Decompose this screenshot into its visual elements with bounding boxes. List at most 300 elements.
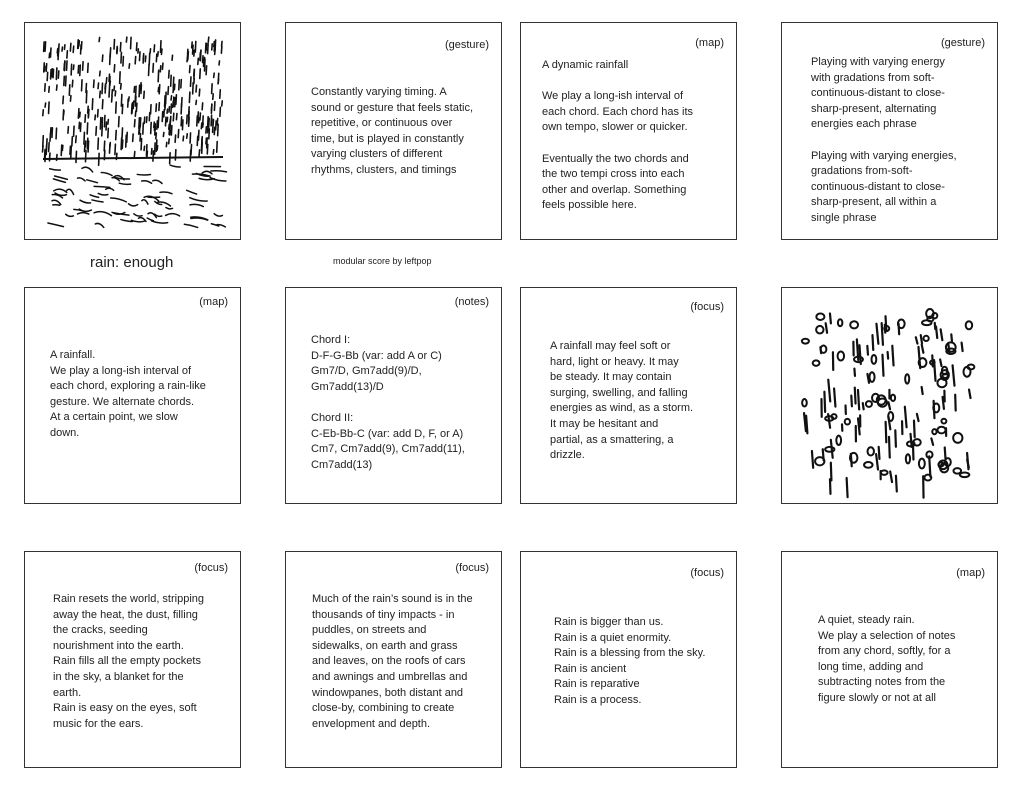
sketch-mark	[868, 447, 874, 455]
sketch-mark	[50, 48, 51, 57]
sketch-mark	[102, 118, 103, 128]
sketch-mark	[160, 192, 172, 194]
sketch-mark	[931, 438, 933, 445]
sketch-mark	[58, 71, 59, 78]
sketch-mark	[110, 81, 111, 85]
sketch-mark	[876, 454, 878, 469]
sketch-mark	[44, 42, 45, 52]
sketch-mark	[888, 402, 890, 409]
sketch-mark	[102, 83, 103, 93]
sketch-mark	[181, 117, 182, 126]
card-tag: (focus)	[455, 562, 489, 574]
sketch-mark	[171, 104, 172, 113]
sketch-mark	[213, 124, 214, 132]
sketch-mark	[94, 186, 110, 187]
sketch-mark	[78, 178, 86, 181]
sketch-mark	[195, 41, 196, 52]
card-gesture-1	[285, 22, 502, 240]
sketch-mark	[888, 412, 893, 421]
sketch-mark	[152, 221, 168, 223]
card-map-1	[520, 22, 737, 240]
sketch-mark	[802, 339, 809, 344]
sketch-mark	[121, 52, 122, 63]
sketch-mark	[960, 473, 969, 478]
sketch-mark	[120, 43, 121, 52]
card-text: Much of the rain’s sound is in the thousands of tiny impacts - in puddles, on streets and sidewalks, on earth and grass and leaves, on the roofs of cars and awnings and umbrellas and windowpanes, both distant and close-by, combining to create envelopment and depth.	[312, 593, 473, 730]
sketch-mark	[183, 136, 184, 141]
sketch-mark	[160, 66, 161, 72]
sketch-mark	[203, 56, 204, 63]
sketch-mark	[80, 65, 81, 75]
sketch-mark	[82, 80, 83, 91]
sketch-mark	[806, 416, 807, 434]
sketch-mark	[71, 147, 72, 159]
sketch-mark	[153, 151, 154, 161]
sketch-mark	[905, 374, 909, 383]
sketch-mark	[222, 41, 223, 46]
card-text: Playing with varying energy with gradations from soft- continuous-distant to close- sharp-present, alternating energies each phrase Playing with varying energies, gradations from-soft- continuous-distant to close- sharp-present, all within a single phrase	[811, 56, 957, 224]
sketch-mark	[171, 75, 172, 86]
sketch-mark	[896, 476, 897, 492]
sketch-mark	[189, 118, 190, 127]
sketch-mark	[156, 104, 157, 112]
sketch-mark	[905, 407, 907, 428]
sketch-mark	[169, 139, 170, 144]
sketch-mark	[914, 421, 915, 437]
image-card-rain-blobs	[781, 287, 998, 504]
sketch-mark	[85, 141, 86, 147]
sketch-mark	[80, 123, 81, 131]
sketch-mark	[169, 124, 170, 129]
sketch-mark	[136, 43, 137, 51]
sketch-mark	[220, 107, 221, 116]
sketch-mark	[147, 218, 153, 221]
sketch-mark	[154, 122, 155, 127]
sketch-mark	[53, 205, 60, 206]
sketch-mark	[66, 76, 67, 86]
sketch-mark	[171, 126, 172, 135]
sketch-mark	[190, 198, 207, 201]
score-credit: modular score by leftpop	[333, 256, 432, 266]
sketch-mark	[187, 190, 197, 194]
sketch-mark	[70, 96, 71, 101]
sketch-mark	[937, 427, 945, 434]
sketch-mark	[119, 183, 130, 184]
card-tag: (map)	[956, 567, 985, 579]
card-focus-1	[520, 287, 737, 504]
sketch-mark	[207, 138, 208, 148]
sketch-mark	[867, 346, 868, 355]
sketch-mark	[147, 151, 148, 157]
sketch-mark	[922, 387, 923, 394]
sketch-mark	[876, 324, 878, 344]
sketch-mark	[117, 46, 118, 52]
sketch-mark	[142, 200, 148, 204]
sketch-mark	[115, 144, 116, 154]
sketch-mark	[864, 462, 872, 468]
sketch-mark	[940, 360, 941, 366]
sketch-mark	[953, 365, 955, 385]
sketch-mark	[917, 414, 919, 421]
sketch-mark	[141, 139, 142, 150]
sketch-mark	[214, 214, 222, 216]
sketch-mark	[121, 94, 122, 106]
sketch-mark	[129, 64, 130, 68]
sketch-mark	[921, 335, 922, 343]
sketch-mark	[215, 49, 216, 55]
sketch-mark	[199, 150, 200, 156]
sketch-mark	[106, 188, 114, 190]
sketch-mark	[131, 37, 132, 48]
sketch-mark	[92, 99, 93, 110]
sketch-mark	[68, 127, 69, 133]
sketch-mark	[166, 142, 167, 146]
sketch-mark	[114, 40, 115, 50]
sketch-mark	[895, 430, 896, 446]
sketch-mark	[948, 344, 949, 353]
sketch-mark	[187, 115, 188, 124]
sketch-mark	[953, 433, 962, 443]
sketch-mark	[100, 71, 101, 76]
sketch-mark	[812, 451, 813, 468]
sketch-mark	[208, 123, 209, 132]
sketch-mark	[134, 87, 135, 93]
sketch-mark	[886, 422, 887, 442]
sketch-mark	[64, 45, 65, 50]
sketch-mark	[56, 128, 57, 139]
sketch-mark	[189, 92, 190, 102]
sketch-mark	[194, 79, 195, 84]
sketch-mark	[858, 390, 859, 409]
sketch-mark	[150, 49, 151, 53]
sketch-mark	[179, 80, 180, 90]
sketch-mark	[200, 69, 201, 78]
sketch-mark	[173, 113, 174, 120]
sketch-mark	[181, 80, 182, 88]
sketch-mark	[74, 126, 75, 136]
sketch-mark	[105, 84, 106, 89]
sketch-mark	[872, 335, 873, 350]
sketch-mark	[116, 102, 117, 113]
sketch-mark	[212, 84, 213, 94]
sketch-mark	[56, 68, 57, 80]
sketch-mark	[162, 63, 163, 69]
sketch-mark	[88, 109, 89, 116]
sketch-mark	[214, 102, 215, 111]
sketch-mark	[79, 41, 80, 46]
sketch-mark	[158, 52, 159, 56]
sketch-mark	[165, 117, 166, 126]
card-text: A rainfall. We play a long-ish interval of each chord, exploring a rain-like gesture. We alternate chords. At a certain point, we slow down.	[50, 349, 206, 439]
sketch-mark	[54, 189, 67, 192]
sketch-mark	[63, 96, 64, 104]
sketch-mark	[136, 103, 137, 111]
sketch-mark	[906, 454, 910, 463]
sketch-mark	[122, 128, 123, 138]
sketch-mark	[133, 134, 134, 141]
sketch-mark	[838, 351, 844, 360]
sketch-mark	[173, 77, 174, 88]
sketch-mark	[205, 43, 206, 53]
sketch-mark	[850, 321, 858, 328]
card-notes	[285, 287, 502, 504]
sketch-mark	[866, 401, 872, 407]
sketch-mark	[178, 130, 179, 138]
sketch-mark	[77, 213, 88, 214]
sketch-mark	[149, 64, 150, 75]
card-focus-3	[285, 551, 502, 768]
sketch-mark	[204, 59, 205, 67]
sketch-mark	[133, 101, 134, 108]
sketch-mark	[110, 54, 111, 65]
sketch-mark	[87, 123, 88, 134]
sketch-mark	[872, 355, 877, 364]
sketch-mark	[821, 346, 827, 353]
sketch-mark	[109, 144, 110, 153]
card-text: A dynamic rainfall We play a long-ish interval of each chord. Each chord has its own tempo, slower or quicker. Eventually the two chords and the two tempi cross into each other and overlap. Something feels possible here.	[542, 59, 694, 212]
sketch-mark	[139, 52, 140, 61]
sketch-mark	[145, 56, 146, 62]
sketch-mark	[924, 336, 929, 341]
sketch-mark	[197, 116, 198, 126]
sketch-mark	[47, 72, 48, 80]
sketch-mark	[102, 100, 103, 109]
sketch-mark	[52, 69, 53, 77]
sketch-mark	[119, 117, 120, 127]
sketch-mark	[831, 440, 833, 458]
sketch-mark	[951, 334, 952, 341]
sketch-mark	[170, 124, 171, 135]
sketch-mark	[187, 134, 188, 138]
sketch-mark	[56, 85, 57, 90]
sketch-mark	[44, 63, 45, 72]
sketch-mark	[851, 396, 852, 407]
sketch-mark	[830, 313, 831, 323]
sketch-mark	[69, 85, 70, 95]
card-map-3	[781, 551, 998, 768]
sketch-mark	[148, 213, 156, 218]
sketch-mark	[62, 47, 63, 51]
sketch-mark	[85, 115, 86, 122]
sketch-mark	[182, 120, 183, 130]
sketch-mark	[158, 70, 159, 82]
sketch-mark	[126, 135, 127, 147]
sketch-mark	[137, 174, 150, 175]
sketch-mark	[61, 145, 62, 155]
sketch-mark	[46, 64, 47, 72]
sketch-mark	[214, 73, 215, 77]
card-text: A quiet, steady rain. We play a selection of notes from any chord, softly, for a long time, adding and subtracting notes from the figure slowly or not at all	[818, 614, 956, 704]
sketch-mark	[941, 419, 946, 424]
sketch-mark	[80, 200, 91, 203]
sketch-mark	[72, 137, 73, 146]
sketch-mark	[67, 51, 68, 58]
sketch-mark	[214, 42, 215, 47]
sketch-mark	[139, 129, 140, 134]
sketch-mark	[120, 72, 121, 83]
sketch-mark	[108, 119, 109, 124]
sketch-mark	[52, 200, 61, 204]
card-text: Rain is bigger than us. Rain is a quiet enormity. Rain is a blessing from the sky. Rain is ancient Rain is reparative Rain is a process.	[554, 616, 706, 706]
sketch-mark	[76, 136, 77, 143]
sketch-mark	[67, 189, 74, 194]
sketch-mark	[167, 109, 168, 113]
sketch-mark	[155, 126, 156, 130]
sketch-mark	[218, 124, 219, 135]
sketch-mark	[136, 86, 137, 98]
sketch-mark	[211, 115, 212, 126]
sketch-mark	[78, 40, 79, 49]
sketch-mark	[104, 141, 105, 151]
sketch-mark	[45, 84, 46, 91]
sketch-mark	[211, 171, 227, 172]
sketch-mark	[67, 61, 68, 70]
sketch-mark	[199, 89, 200, 96]
sketch-mark	[199, 118, 200, 123]
sketch-mark	[206, 66, 207, 75]
sketch-mark	[869, 372, 874, 382]
sketch-mark	[126, 37, 127, 42]
rain-dashes-sketch	[25, 23, 240, 239]
sketch-mark	[212, 44, 213, 50]
sketch-mark	[941, 329, 943, 340]
sketch-mark	[157, 121, 158, 129]
score-title: rain: enough	[90, 254, 174, 271]
sketch-mark	[208, 37, 209, 42]
sketch-mark	[146, 117, 147, 123]
sketch-mark	[45, 42, 46, 51]
sketch-mark	[82, 167, 93, 172]
sketch-mark	[190, 77, 191, 86]
sketch-mark	[193, 45, 194, 54]
sketch-mark	[83, 62, 84, 71]
sketch-mark	[159, 103, 160, 111]
sketch-mark	[88, 141, 89, 152]
sketch-mark	[144, 91, 145, 98]
sketch-mark	[96, 127, 97, 135]
sketch-mark	[194, 69, 195, 78]
sketch-mark	[50, 134, 51, 141]
sketch-mark	[87, 180, 98, 183]
sketch-mark	[165, 104, 166, 110]
sketch-mark	[174, 84, 175, 89]
sketch-mark	[168, 87, 169, 95]
sketch-mark	[154, 45, 155, 52]
sketch-mark	[190, 133, 191, 143]
sketch-mark	[52, 128, 53, 138]
sketch-mark	[153, 180, 162, 183]
sketch-mark	[214, 127, 215, 134]
sketch-mark	[966, 321, 972, 329]
sketch-mark	[123, 57, 124, 66]
sketch-mark	[838, 319, 843, 326]
sketch-mark	[98, 83, 99, 89]
sketch-mark	[111, 198, 127, 202]
sketch-mark	[156, 133, 157, 139]
sketch-mark	[76, 151, 77, 162]
card-tag: (map)	[199, 296, 228, 308]
sketch-mark	[218, 73, 219, 83]
sketch-mark	[210, 178, 226, 181]
sketch-mark	[162, 112, 163, 122]
sketch-mark	[90, 195, 99, 198]
sketch-mark	[134, 120, 135, 127]
sketch-mark	[139, 85, 140, 97]
sketch-mark	[114, 65, 115, 72]
sketch-mark	[85, 150, 86, 161]
card-text: A rainfall may feel soft or hard, light or heavy. It may be steady. It may contain surging, swelling, and falling energies as wind, as a storm. It may be hesitant and partial, as a smattering, a drizzle.	[550, 340, 694, 462]
sketch-mark	[51, 70, 52, 79]
sketch-mark	[80, 112, 81, 117]
sketch-mark	[151, 149, 152, 155]
sketch-mark	[891, 395, 895, 401]
sketch-mark	[49, 53, 50, 58]
card-tag: (focus)	[690, 301, 724, 313]
sketch-mark	[63, 110, 64, 120]
sketch-mark	[151, 105, 152, 114]
sketch-mark	[144, 146, 145, 150]
sketch-mark	[104, 115, 105, 126]
sketch-mark	[170, 116, 171, 123]
sketch-mark	[206, 127, 207, 133]
sketch-mark	[142, 181, 152, 184]
sketch-mark	[830, 479, 831, 494]
sketch-mark	[969, 390, 970, 398]
sketch-mark	[108, 128, 109, 137]
sketch-mark	[49, 87, 50, 93]
sketch-mark	[58, 48, 59, 55]
sketch-mark	[926, 451, 932, 458]
card-text: Chord I: D-F-G-Bb (var: add A or C) Gm7/D, Gm7add(9)/D, Gm7add(13)/D Chord II: C-Eb-Bb-C (var: add D, F, or A) Cm7, Cm7add(9), Cm7add(11), Cm7add(13)	[311, 334, 465, 471]
sketch-mark	[106, 122, 107, 130]
card-tag: (notes)	[454, 296, 489, 308]
sketch-mark	[99, 37, 100, 41]
sketch-mark	[53, 179, 65, 182]
card-focus-2	[24, 551, 241, 768]
sketch-mark	[78, 66, 79, 74]
sketch-mark	[135, 57, 136, 64]
sketch-mark	[128, 204, 137, 206]
sketch-mark	[945, 447, 946, 458]
card-map-2	[24, 287, 241, 504]
sketch-mark	[911, 434, 912, 447]
sketch-mark	[128, 99, 129, 107]
sketch-mark	[94, 212, 111, 216]
card-focus-4	[520, 551, 737, 768]
sketch-mark	[220, 90, 221, 98]
sketch-mark	[161, 49, 162, 54]
sketch-mark	[158, 117, 159, 128]
sketch-mark	[167, 117, 168, 121]
sketch-mark	[140, 134, 141, 141]
sketch-mark	[176, 114, 177, 120]
sketch-mark	[916, 337, 918, 343]
sketch-mark	[845, 419, 850, 425]
sketch-mark	[134, 214, 142, 216]
sketch-mark	[95, 115, 96, 120]
card-text: Constantly varying timing. A sound or gesture that feels static, repetitive, or continuous over time, but is played in constantly varying clusters of different rhythms, clusters, and timings	[311, 86, 474, 176]
sketch-mark	[209, 129, 210, 139]
sketch-mark	[882, 355, 883, 376]
sketch-mark	[889, 437, 890, 458]
sketch-mark	[216, 121, 217, 130]
sketch-mark	[102, 55, 103, 61]
sketch-mark	[213, 150, 214, 154]
sketch-mark	[101, 172, 112, 175]
sketch-mark	[121, 84, 122, 90]
sketch-mark	[78, 109, 79, 118]
sketch-mark	[156, 140, 157, 151]
